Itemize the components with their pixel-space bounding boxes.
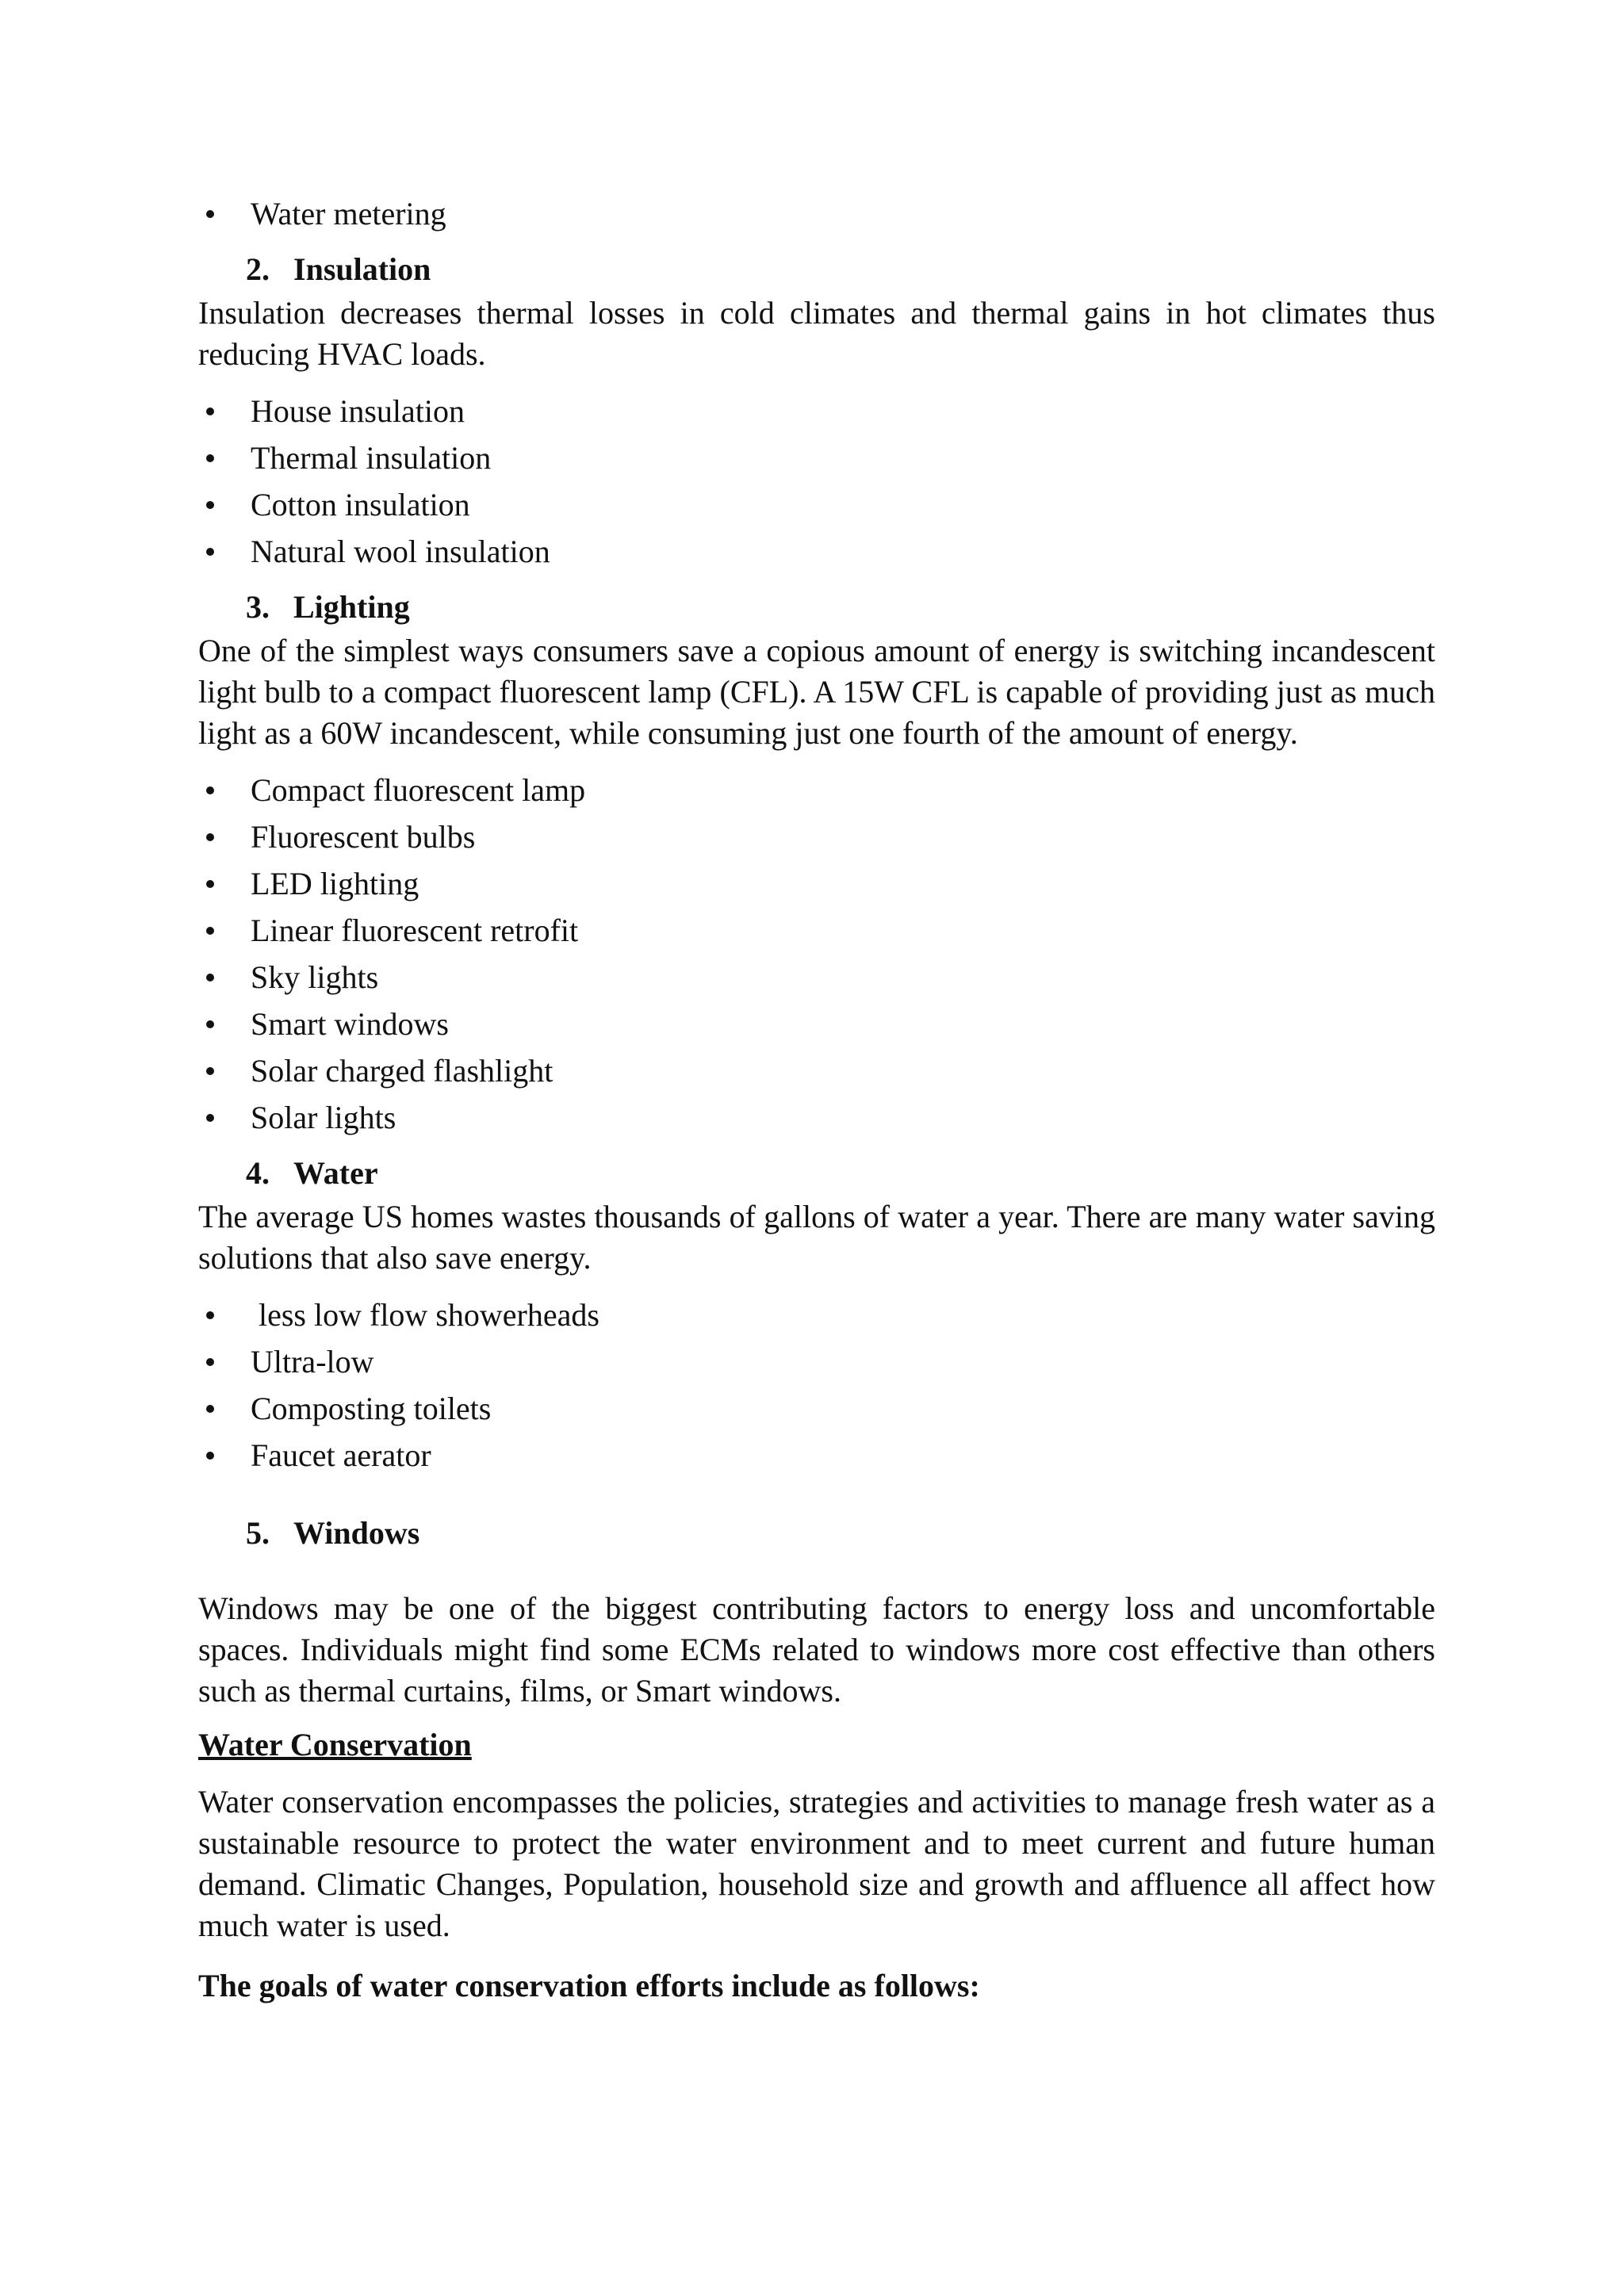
bullet-icon: [206, 974, 214, 982]
bullet-icon: [206, 1114, 214, 1122]
bullet-icon: [206, 833, 214, 841]
list-item: Fluorescent bulbs: [198, 813, 1435, 860]
list-item: less low flow showerheads: [198, 1292, 1435, 1338]
list-item: Ultra-low: [198, 1338, 1435, 1385]
list-item: House insulation: [198, 388, 1435, 434]
windows-paragraph: Windows may be one of the biggest contributing factors to energy loss and uncomfortable spaces. Individuals might find some ECMs related to windows more cost effective than others such as thermal curtains, films, or Smart windows.: [198, 1590, 1435, 1709]
list-item: Compact fluorescent lamp: [198, 767, 1435, 813]
list-item: LED lighting: [198, 860, 1435, 907]
bullet-icon: [206, 880, 214, 888]
bullet-icon: [206, 1020, 214, 1028]
list-item: Thermal insulation: [198, 434, 1435, 481]
lighting-list: [198, 767, 1435, 1141]
bullet-icon: [206, 408, 214, 415]
insulation-list: [198, 388, 1435, 575]
water-conservation-heading: Water Conservation: [198, 1727, 472, 1762]
bullet-icon: [206, 927, 214, 935]
section-heading-windows: 5. Windows: [246, 1515, 420, 1551]
bullet-icon: [206, 210, 214, 218]
water-list: [198, 1292, 1435, 1479]
list-item: Solar charged flashlight: [198, 1047, 1435, 1094]
list-item: Sky lights: [198, 954, 1435, 1001]
list-item: Natural wool insulation: [198, 528, 1435, 575]
bullet-icon: [206, 1067, 214, 1075]
list-item: Solar lights: [198, 1094, 1435, 1141]
goals-heading: The goals of water conservation efforts include as follows:: [198, 1968, 980, 2003]
lighting-paragraph: One of the simplest ways consumers save a copious amount of energy is switching incandescent light bulb to a compact fluorescent lamp (CFL). A 15W CFL is capable of providing just as much light as a 60W incandescent, while consuming just one fourth of the amount of energy.: [198, 633, 1435, 751]
bullet-icon: [206, 1452, 214, 1460]
list-item: Linear fluorescent retrofit: [198, 907, 1435, 954]
section-heading-insulation: 2. Insulation: [246, 251, 431, 287]
document-page: [198, 190, 1435, 2007]
section-heading-lighting: 3. Lighting: [246, 589, 410, 625]
water-conservation-paragraph: Water conservation encompasses the policies, strategies and activities to manage fresh water as a sustainable resource to protect the water environment and to meet current and future human demand. Climatic Changes, Population, household size and growth and affluence all affect how much water is used.: [198, 1784, 1435, 1943]
bullet-icon: [206, 786, 214, 794]
bullet-icon: [206, 1405, 214, 1413]
list-item: Water metering: [198, 190, 1435, 237]
list-item: Composting toilets: [198, 1385, 1435, 1432]
list-item: Cotton insulation: [198, 481, 1435, 528]
bullet-icon: [206, 548, 214, 556]
top-bullet-list: [198, 190, 1435, 237]
water-paragraph: The average US homes wastes thousands of gallons of water a year. There are many water saving solutions that also save energy.: [198, 1199, 1435, 1276]
list-item: Smart windows: [198, 1001, 1435, 1047]
bullet-icon: [206, 1358, 214, 1366]
section-heading-water: 4. Water: [246, 1155, 378, 1191]
list-item: Faucet aerator: [198, 1432, 1435, 1479]
bullet-icon: [206, 1311, 214, 1319]
insulation-paragraph: Insulation decreases thermal losses in cold climates and thermal gains in hot climates thus reducing HVAC loads.: [198, 295, 1435, 372]
bullet-icon: [206, 501, 214, 509]
bullet-icon: [206, 454, 214, 462]
